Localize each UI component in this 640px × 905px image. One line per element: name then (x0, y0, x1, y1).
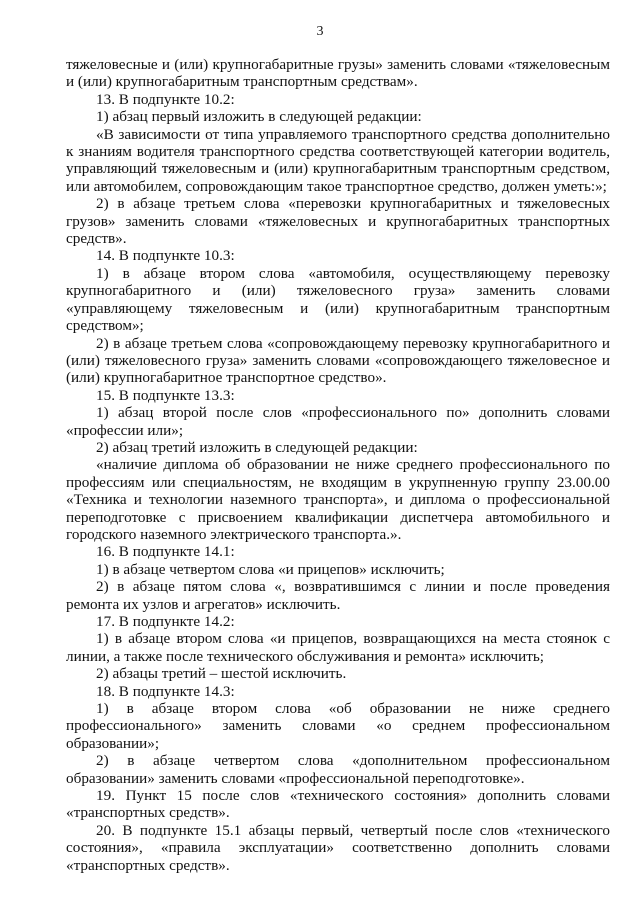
paragraph: 1) в абзаце втором слова «автомобиля, осуществляющему перевозку крупногабаритного и (или) тяжеловесного груза» заменить словами «управляющему тяжеловесным и (или) крупногабаритным транспортным средством»; (66, 264, 610, 335)
paragraph: 2) абзац третий изложить в следующей редакции: (96, 438, 418, 456)
document-body (66, 56, 610, 874)
page-number: 3 (316, 24, 324, 39)
paragraph: «наличие диплома об образовании не ниже среднего профессионального по профессиям или специальностям, не входящим в укрупненную группу 23.00.00 «Техника и технологии наземного транспорта», и диплома о профессиональной переподготовке с присвоением квалификации диспетчера автомобильного и городского наземного электрического транспорта.». (66, 456, 610, 543)
paragraph: 2) в абзаце третьем слова «сопровождающему перевозку крупногабаритного и (или) тяжеловесного груза» заменить словами «сопровождающего тяжеловесное и (или) крупногабаритное транспортное средство». (66, 334, 610, 387)
paragraph: 2) в абзаце четвертом слова «дополнительном профессиональном образовании» заменить словами «профессиональной переподготовке». (66, 752, 610, 787)
paragraph: 16. В подпункте 14.1: (96, 543, 235, 561)
paragraph: тяжеловесные и (или) крупногабаритные грузы» заменить словами «тяжеловесным и (или) крупногабаритным транспортным средствам». (66, 56, 610, 91)
paragraph: 15. В подпункте 13.3: (96, 386, 235, 404)
paragraph: 1) абзац второй после слов «профессионального по» дополнить словами «профессии или»; (66, 404, 610, 439)
paragraph: 20. В подпункте 15.1 абзацы первый, четвертый после слов «технического состояния», «правила эксплуатации» соответственно дополнить словами «транспортных средств». (66, 821, 610, 874)
paragraph: 1) в абзаце втором слова «и прицепов, возвращающихся на места стоянок с линии, а также после технического обслуживания и ремонта» исключить; (66, 630, 610, 665)
paragraph: 13. В подпункте 10.2: (96, 90, 235, 108)
paragraph: 19. Пункт 15 после слов «технического состояния» дополнить словами «транспортных средств». (66, 787, 610, 822)
paragraph: 2) в абзаце пятом слова «, возвратившимся с линии и после проведения ремонта их узлов и агрегатов» исключить. (66, 578, 610, 613)
paragraph: 17. В подпункте 14.2: (96, 613, 235, 630)
paragraph: 1) в абзаце четвертом слова «и прицепов» исключить; (96, 560, 445, 578)
paragraph: «В зависимости от типа управляемого транспортного средства дополнительно к знаниям водителя транспортного средства соответствующей категории водитель, управляющий тяжеловесным и (или) крупногабаритным транспортным средством, или автомобилем, сопровождающим такое транспортное средство, должен уметь:»; (66, 125, 610, 195)
paragraph: 2) абзацы третий – шестой исключить. (96, 665, 347, 683)
paragraph: 2) в абзаце третьем слова «перевозки крупногабаритных и тяжеловесных грузов» заменить словами «тяжеловесных и крупногабаритных транспортных средств». (66, 195, 610, 248)
paragraph: 14. В подпункте 10.3: (96, 247, 235, 265)
paragraph: 1) абзац первый изложить в следующей редакции: (96, 108, 422, 126)
paragraph: 1) в абзаце втором слова «об образовании не ниже среднего профессионального» заменить словами «о среднем профессиональном образовании»; (66, 700, 610, 752)
paragraph: 18. В подпункте 14.3: (96, 682, 235, 700)
